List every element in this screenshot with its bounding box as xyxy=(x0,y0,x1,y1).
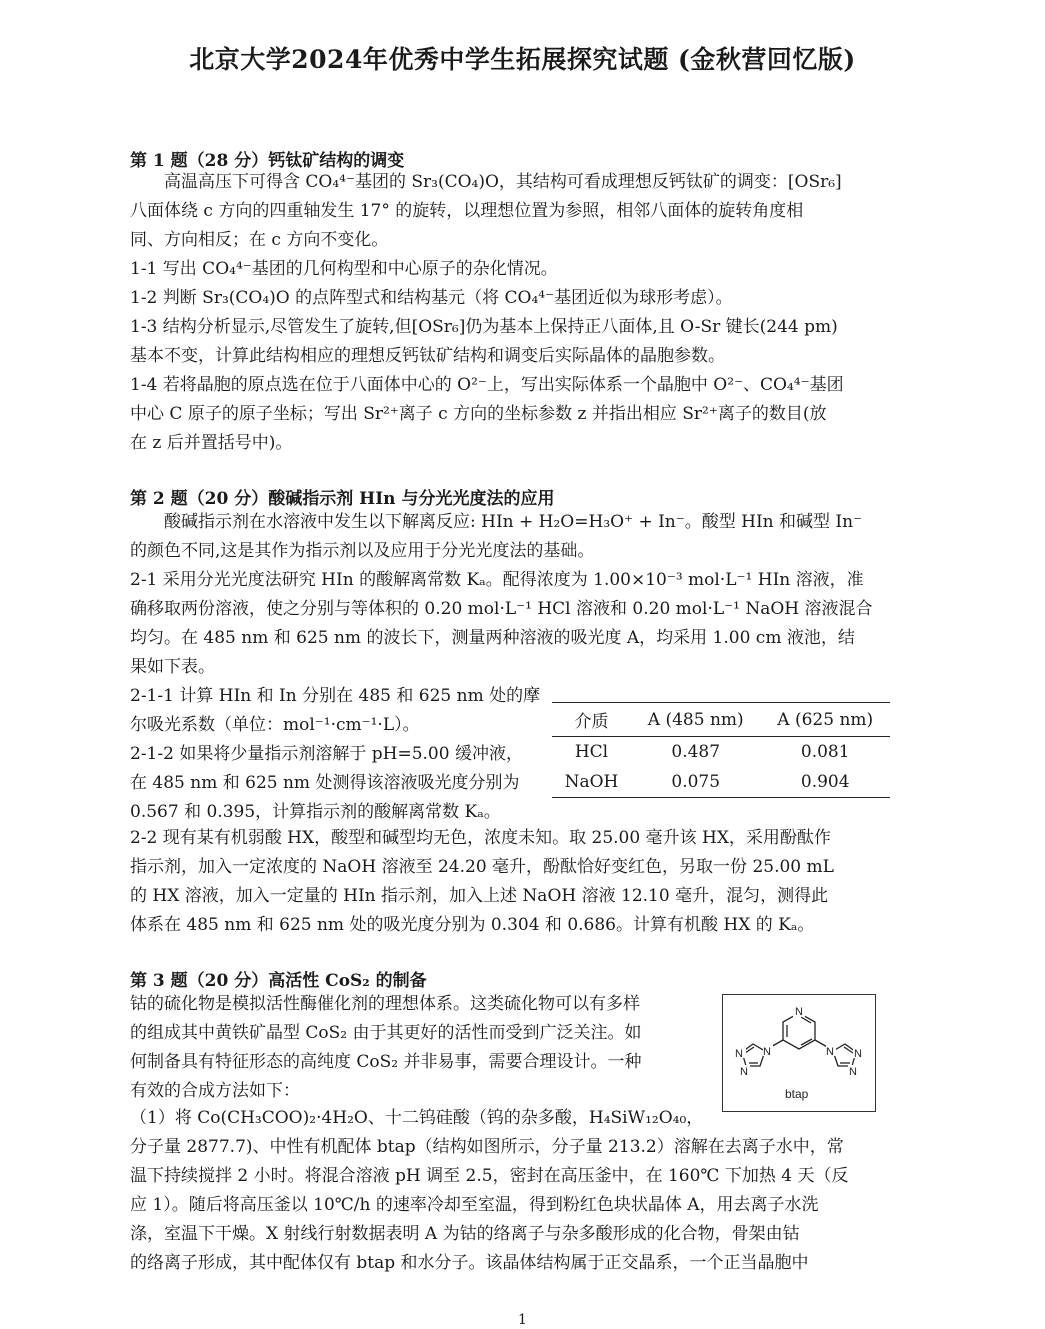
q2-line: 果如下表。 xyxy=(130,657,215,677)
table-cell: 0.075 xyxy=(631,767,761,798)
q1-line: 1-4 若将晶胞的原点选在位于八面体中心的 O²⁻上，写出实际体系一个晶胞中 O²⁻、CO₄⁴⁻基团 xyxy=(130,375,844,395)
absorbance-table xyxy=(552,702,890,798)
q1-line: 八面体绕 c 方向的四重轴发生 17° 的旋转，以理想位置为参照，相邻八面体的旋转角度相 xyxy=(130,201,804,221)
atom-label: N xyxy=(740,1066,748,1078)
q1-line: 在 z 后并置括号中)。 xyxy=(130,433,293,453)
table-cell: 0.487 xyxy=(671,742,721,762)
q3-line: 的组成其中黄铁矿晶型 CoS₂ 由于其更好的活性而受到广泛关注。如 xyxy=(130,1023,642,1043)
q3-line: 有效的合成方法如下： xyxy=(130,1081,300,1101)
table-cell: NaOH xyxy=(552,767,631,798)
q1-line: 1-1 写出 CO₄⁴⁻基团的几何构型和中心原子的杂化情况。 xyxy=(130,259,558,279)
q3-line: 钴的硫化物是模拟活性酶催化剂的理想体系。这类硫化物可以有多样 xyxy=(130,994,640,1014)
q1-line: 基本不变，计算此结构相应的理想反钙钛矿结构和调变后实际晶体的晶胞参数。 xyxy=(130,346,725,366)
q2-line: 2-2 现有某有机弱酸 HX，酸型和碱型均无色，浓度未知。取 25.00 毫升该 HX，采用酚酞作 xyxy=(130,828,831,848)
atom-label: N xyxy=(795,1006,803,1018)
q1-line: 1-3 结构分析显示,尽管发生了旋转,但[OSr₆]仍为基本上保持正八面体,且 O-Sr 键长(244 pm) xyxy=(130,317,838,337)
q2-line: 的 HX 溶液，加入一定量的 HIn 指示剂，加入上述 NaOH 溶液 12.10 毫升，混匀，测得此 xyxy=(130,886,829,906)
figure-caption: btap xyxy=(785,1087,809,1101)
q3-line: 的络离子形成，其中配体仅有 btap 和水分子。该晶体结构属于正交晶系，一个正当晶胞中 xyxy=(130,1253,809,1273)
page-number: 1 xyxy=(518,1312,527,1328)
q2-line: 在 485 nm 和 625 nm 处测得该溶液吸光度分别为 xyxy=(130,773,520,793)
q3-line: 温下持续搅拌 2 小时。将混合溶液 pH 调至 2.5，密封在高压釜中，在 160℃ 下加热 4 天（反 xyxy=(130,1166,849,1186)
q3-line: 分子量 2877.7)、中性有机配体 btap（结构如图所示，分子量 213.2）溶解在去离子水中，常 xyxy=(130,1137,844,1157)
q2-line: 尔吸光系数（单位：mol⁻¹·cm⁻¹·L）。 xyxy=(130,715,420,735)
page-title: 北京大学2024年优秀中学生拓展探究试题 (金秋营回忆版) xyxy=(189,45,856,74)
table-header: A (625 nm) xyxy=(760,703,890,737)
q2-line: 2-1-1 计算 HIn 和 In 分别在 485 和 625 nm 处的摩 xyxy=(130,686,541,706)
q2-heading: 第 2 题（20 分）酸碱指示剂 HIn 与分光光度法的应用 xyxy=(130,489,555,509)
q1-heading: 第 1 题（28 分）钙钛矿结构的调变 xyxy=(130,151,405,171)
q2-line: 酸碱指示剂在水溶液中发生以下解离反应: HIn + H₂O=H₃O⁺ + In⁻。酸型 HIn 和碱型 In⁻ xyxy=(164,512,863,532)
table-row xyxy=(552,737,890,768)
btap-structure-figure xyxy=(722,994,876,1112)
q3-line: 涤，室温下干燥。X 射线行射数据表明 A 为钴的络离子与杂多酸形成的化合物，骨架由钴 xyxy=(130,1224,800,1244)
q2-line: 确移取两份溶液，使之分别与等体积的 0.20 mol·L⁻¹ HCl 溶液和 0.20 mol·L⁻¹ NaOH 溶液混合 xyxy=(130,599,873,619)
q3-line: 应 1）。随后将高压釜以 10℃/h 的速率冷却至室温，得到粉红色块状晶体 A，用去离子水洗 xyxy=(130,1195,819,1215)
atom-label: N xyxy=(826,1046,834,1058)
q3-line: 何制备具有特征形态的高纯度 CoS₂ 并非易事，需要合理设计。一种 xyxy=(130,1052,642,1072)
q2-line: 均匀。在 485 nm 和 625 nm 的波长下，测量两种溶液的吸光度 A，均采用 1.00 cm 液池，结 xyxy=(130,628,855,648)
q2-line: 2-1-2 如果将少量指示剂溶解于 pH=5.00 缓冲液， xyxy=(130,744,523,764)
q1-line: 中心 C 原子的原子坐标；写出 Sr²⁺离子 c 方向的坐标参数 z 并指出相应 Sr²⁺离子的数目(放 xyxy=(130,404,827,424)
q2-line: 体系在 485 nm 和 625 nm 处的吸光度分别为 0.304 和 0.686。计算有机酸 HX 的 Kₐ。 xyxy=(130,915,815,935)
atom-label: N xyxy=(763,1046,771,1058)
q2-line: 的颜色不同,这是其作为指示剂以及应用于分光光度法的基础。 xyxy=(130,541,595,561)
atom-label: N xyxy=(854,1048,862,1060)
table-row xyxy=(552,767,890,798)
table-cell: 0.081 xyxy=(800,742,850,762)
btap-structure-drawing xyxy=(723,995,875,1111)
table-cell: 0.904 xyxy=(760,767,890,798)
q2-line: 0.567 和 0.395，计算指示剂的酸解离常数 Kₐ。 xyxy=(130,802,501,822)
table-cell: HCl xyxy=(574,742,609,762)
atom-label: N xyxy=(849,1066,857,1078)
table-header: 介质 xyxy=(552,703,631,737)
atom-label: N xyxy=(735,1048,743,1060)
q1-line: 同、方向相反；在 c 方向不变化。 xyxy=(130,230,389,250)
q3-heading: 第 3 题（20 分）高活性 CoS₂ 的制备 xyxy=(130,971,427,991)
q2-line: 2-1 采用分光光度法研究 HIn 的酸解离常数 Kₐ。配得浓度为 1.00×10⁻³ mol·L⁻¹ HIn 溶液，准 xyxy=(130,570,864,590)
q2-line: 指示剂，加入一定浓度的 NaOH 溶液至 24.20 毫升，酚酞恰好变红色，另取一份 25.00 mL xyxy=(130,857,834,877)
q3-line: （1）将 Co(CH₃COO)₂·4H₂O、十二钨硅酸（钨的杂多酸，H₄SiW₁₂O₄₀， xyxy=(130,1108,704,1128)
q1-line: 1-2 判断 Sr₃(CO₄)O 的点阵型式和结构基元（将 CO₄⁴⁻基团近似为球形考虑）。 xyxy=(130,288,733,308)
table-header: A (485 nm) xyxy=(631,703,761,737)
q1-line: 高温高压下可得含 CO₄⁴⁻基团的 Sr₃(CO₄)O，其结构可看成理想反钙钛矿的调变：[OSr₆] xyxy=(164,172,842,192)
